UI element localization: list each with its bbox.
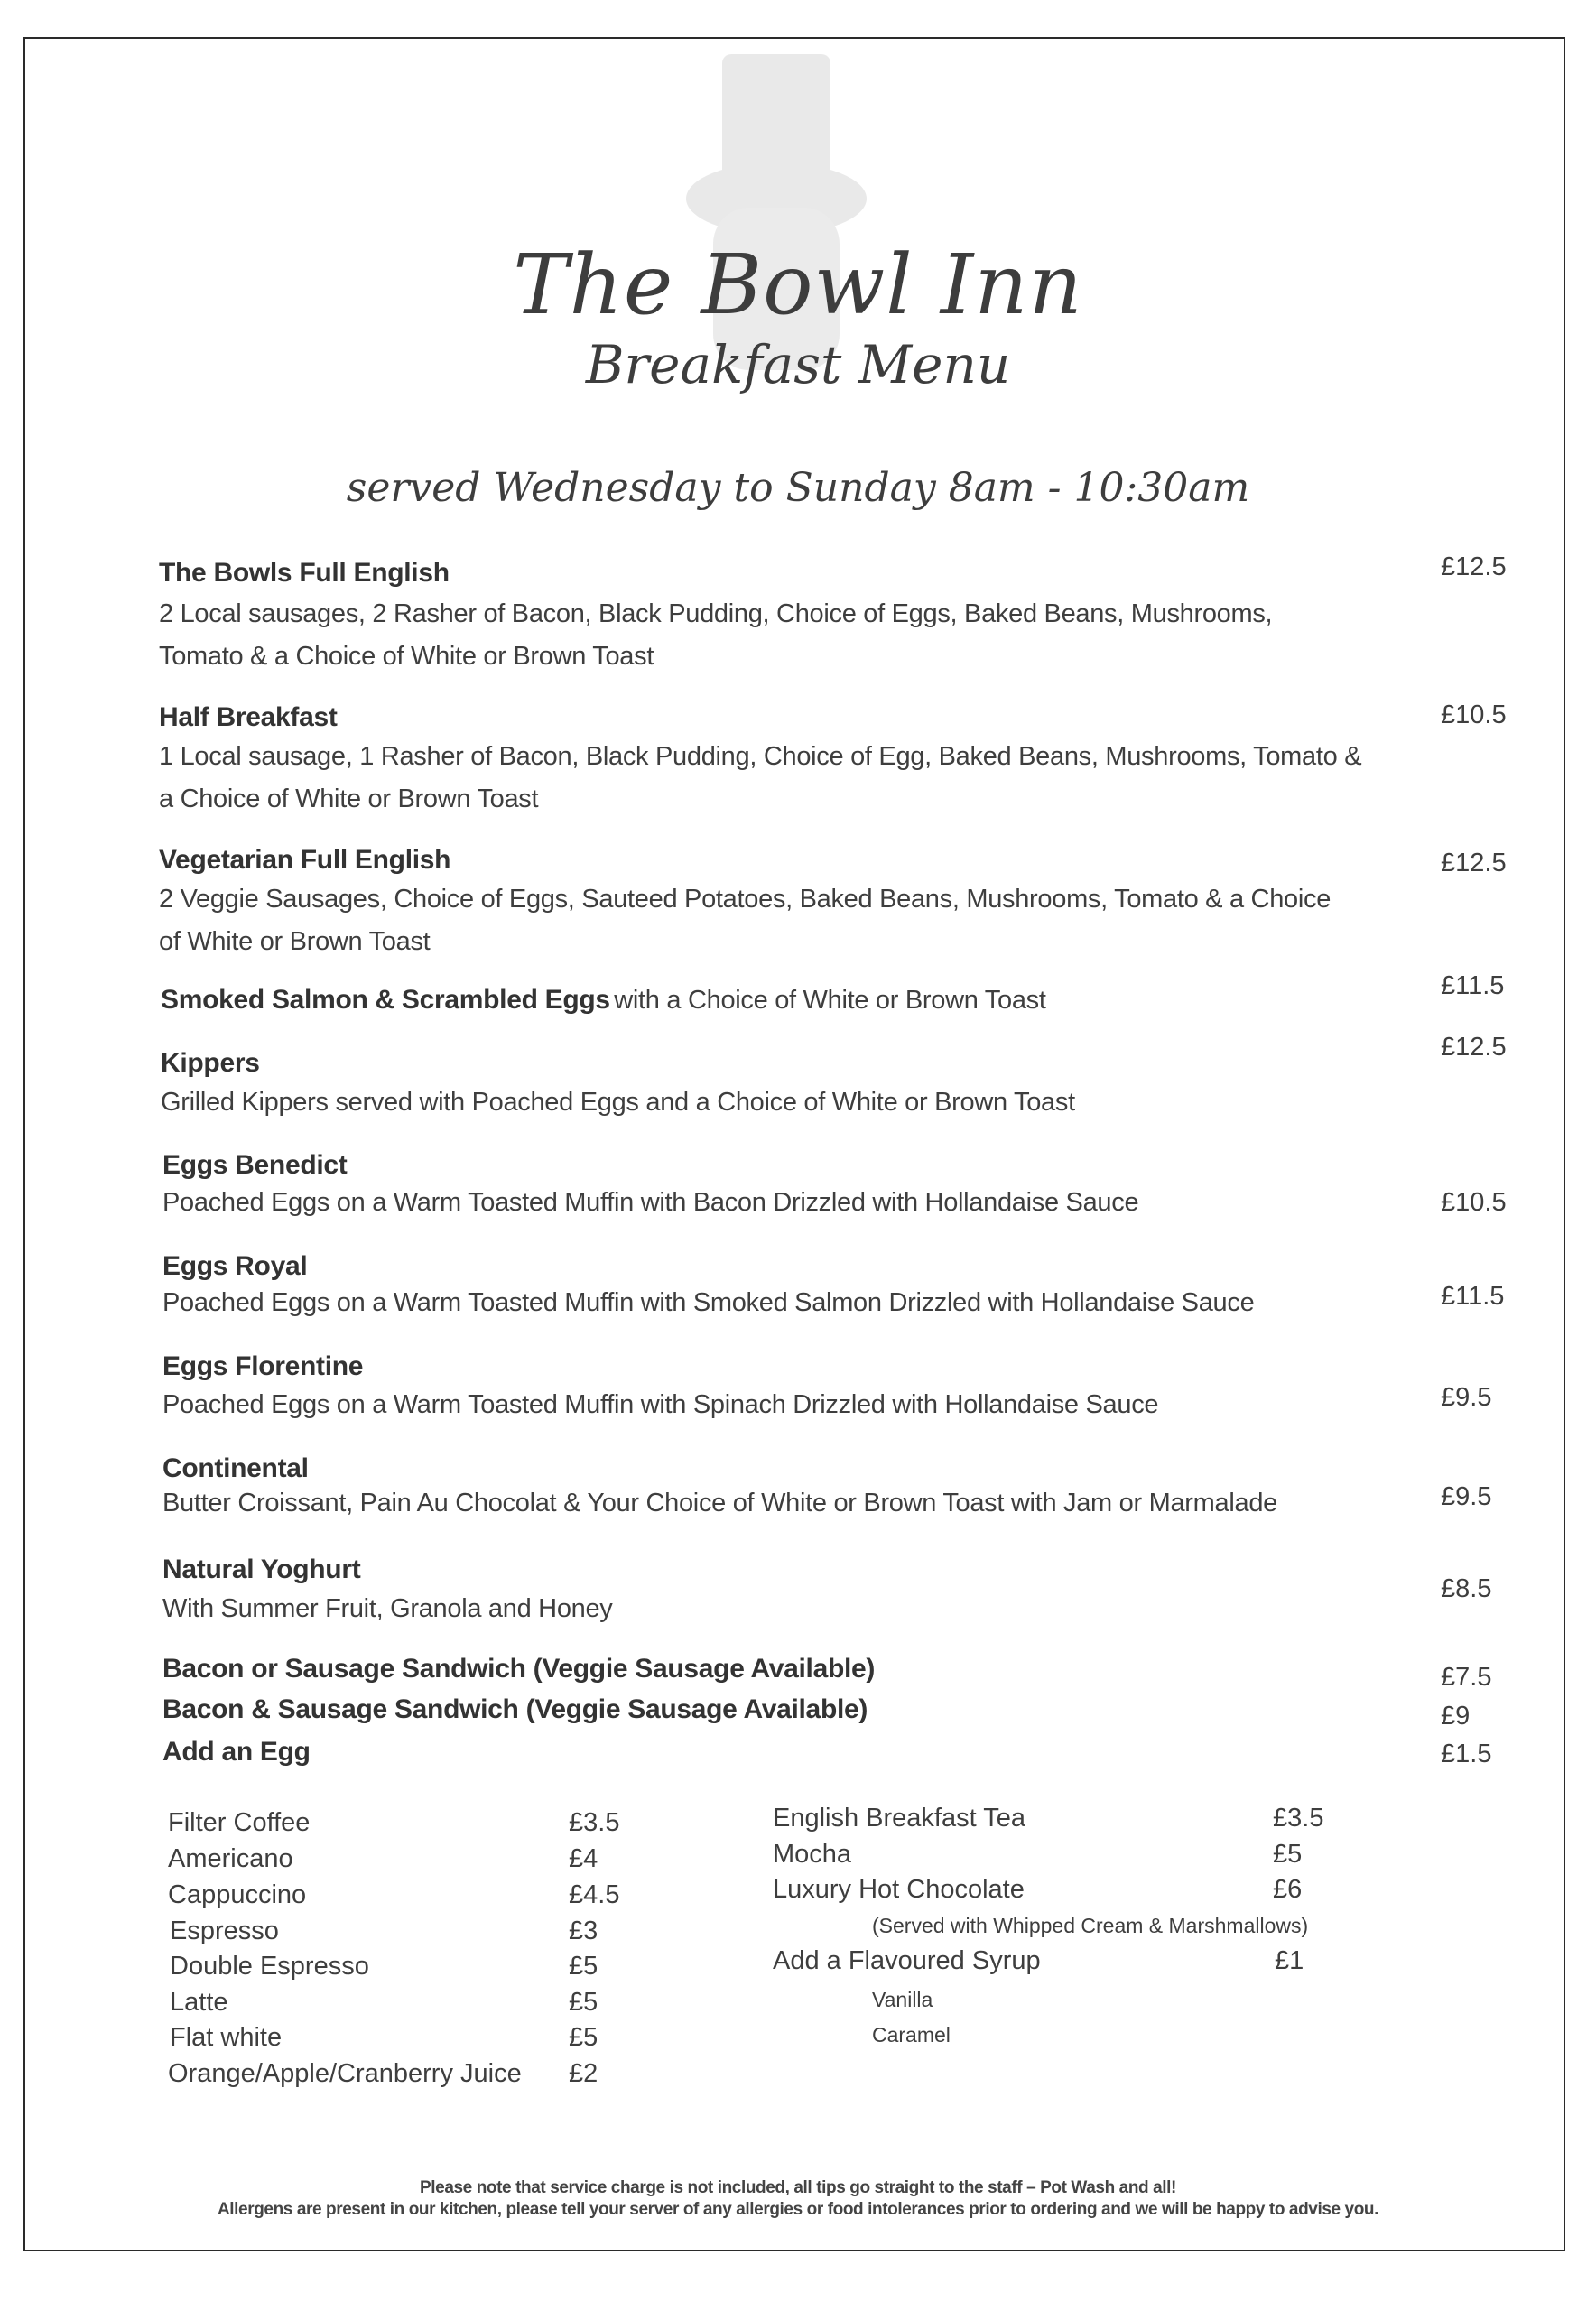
item-name: Eggs Florentine bbox=[162, 1351, 364, 1381]
drink-price: £5 bbox=[569, 2023, 598, 2052]
drink-name: Double Espresso bbox=[170, 1952, 369, 1981]
drink-name: Cappuccino bbox=[168, 1880, 307, 1909]
drink-name: English Breakfast Tea bbox=[773, 1804, 1025, 1833]
drink-price: £5 bbox=[569, 1952, 598, 1981]
item-desc: 2 Veggie Sausages, Choice of Eggs, Sauteed Potatoes, Baked Beans, Mushrooms, Tomato & a Choice bbox=[159, 885, 1332, 914]
item-desc: of White or Brown Toast bbox=[159, 927, 431, 956]
syrup-name: Add a Flavoured Syrup bbox=[773, 1946, 1041, 1975]
item-name: Smoked Salmon & Scrambled Eggs bbox=[161, 985, 610, 1015]
item-price: £12.5 bbox=[1441, 552, 1507, 581]
item-name: Half Breakfast bbox=[159, 702, 338, 732]
drink-price: £5 bbox=[1273, 1840, 1303, 1869]
item-name: Bacon or Sausage Sandwich (Veggie Sausage Available) bbox=[162, 1654, 876, 1684]
item-desc: with a Choice of White or Brown Toast bbox=[614, 986, 1046, 1015]
footer-allergen-note: Allergens are present in our kitchen, please tell your server of any allergies or food intolerances prior to ordering and we will be happy to advise you. bbox=[217, 2200, 1379, 2219]
restaurant-name: The Bowl Inn bbox=[513, 237, 1083, 333]
item-name: Bacon & Sausage Sandwich (Veggie Sausage Available) bbox=[162, 1694, 868, 1724]
item-price: £12.5 bbox=[1441, 1033, 1507, 1062]
item-price: £9 bbox=[1441, 1702, 1471, 1731]
hot-chocolate-note: (Served with Whipped Cream & Marshmallows) bbox=[872, 1914, 1309, 1937]
item-row bbox=[161, 985, 1046, 1016]
drink-name: Americano bbox=[168, 1844, 293, 1873]
drink-price: £5 bbox=[569, 1988, 598, 2017]
item-price: £12.5 bbox=[1441, 849, 1507, 877]
drink-name: Espresso bbox=[170, 1917, 279, 1945]
item-desc: Tomato & a Choice of White or Brown Toast bbox=[159, 642, 654, 671]
drink-name: Mocha bbox=[773, 1840, 852, 1869]
drink-price: £2 bbox=[569, 2059, 598, 2088]
drink-price: £4 bbox=[569, 1844, 598, 1873]
item-price: £8.5 bbox=[1441, 1574, 1492, 1603]
item-price: £9.5 bbox=[1441, 1383, 1492, 1412]
item-desc: 1 Local sausage, 1 Rasher of Bacon, Black Pudding, Choice of Egg, Baked Beans, Mushrooms, Tomato & bbox=[159, 742, 1362, 771]
drink-price: £3.5 bbox=[569, 1808, 620, 1837]
item-price: £9.5 bbox=[1441, 1482, 1492, 1511]
item-price: £11.5 bbox=[1441, 1282, 1505, 1311]
item-name: Add an Egg bbox=[162, 1737, 311, 1767]
item-name: Vegetarian Full English bbox=[159, 845, 451, 875]
drink-name: Luxury Hot Chocolate bbox=[773, 1875, 1025, 1904]
item-price: £10.5 bbox=[1441, 1188, 1507, 1217]
item-desc: Grilled Kippers served with Poached Eggs and a Choice of White or Brown Toast bbox=[161, 1088, 1075, 1117]
footer-service-note: Please note that service charge is not included, all tips go straight to the staff – Pot Wash and all! bbox=[420, 2178, 1176, 2197]
item-desc: Butter Croissant, Pain Au Chocolat & Your Choice of White or Brown Toast with Jam or Marmalade bbox=[162, 1489, 1277, 1517]
served-times: served Wednesday to Sunday 8am - 10:30am bbox=[346, 465, 1250, 511]
item-desc: Poached Eggs on a Warm Toasted Muffin with Smoked Salmon Drizzled with Hollandaise Sauce bbox=[162, 1288, 1255, 1317]
drink-name: Flat white bbox=[170, 2023, 283, 2052]
drink-price: £6 bbox=[1273, 1875, 1303, 1904]
item-name: Eggs Benedict bbox=[162, 1150, 348, 1180]
item-price: £10.5 bbox=[1441, 701, 1507, 729]
drink-name: Orange/Apple/Cranberry Juice bbox=[168, 2059, 522, 2088]
item-desc: a Choice of White or Brown Toast bbox=[159, 784, 539, 813]
item-name: The Bowls Full English bbox=[159, 558, 450, 588]
drink-price: £3.5 bbox=[1273, 1804, 1324, 1833]
item-desc: Poached Eggs on a Warm Toasted Muffin with Bacon Drizzled with Hollandaise Sauce bbox=[162, 1188, 1139, 1217]
item-price: £1.5 bbox=[1441, 1740, 1492, 1768]
drink-name: Latte bbox=[170, 1988, 228, 2017]
item-name: Continental bbox=[162, 1453, 309, 1483]
item-price: £7.5 bbox=[1441, 1663, 1492, 1692]
item-price: £11.5 bbox=[1441, 971, 1505, 1000]
item-name: Eggs Royal bbox=[162, 1251, 308, 1281]
drink-name: Filter Coffee bbox=[168, 1808, 311, 1837]
menu-title: Breakfast Menu bbox=[585, 334, 1011, 395]
item-desc: 2 Local sausages, 2 Rasher of Bacon, Black Pudding, Choice of Eggs, Baked Beans, Mushrooms, bbox=[159, 599, 1273, 628]
syrup-option: Vanilla bbox=[872, 1988, 933, 2011]
item-desc: With Summer Fruit, Granola and Honey bbox=[162, 1594, 613, 1623]
drink-price: £3 bbox=[569, 1917, 598, 1945]
item-name: Natural Yoghurt bbox=[162, 1555, 361, 1584]
syrup-option: Caramel bbox=[872, 2023, 951, 2046]
syrup-price: £1 bbox=[1275, 1946, 1304, 1975]
item-desc: Poached Eggs on a Warm Toasted Muffin with Spinach Drizzled with Hollandaise Sauce bbox=[162, 1390, 1159, 1419]
item-name: Kippers bbox=[161, 1048, 260, 1078]
drink-price: £4.5 bbox=[569, 1880, 620, 1909]
